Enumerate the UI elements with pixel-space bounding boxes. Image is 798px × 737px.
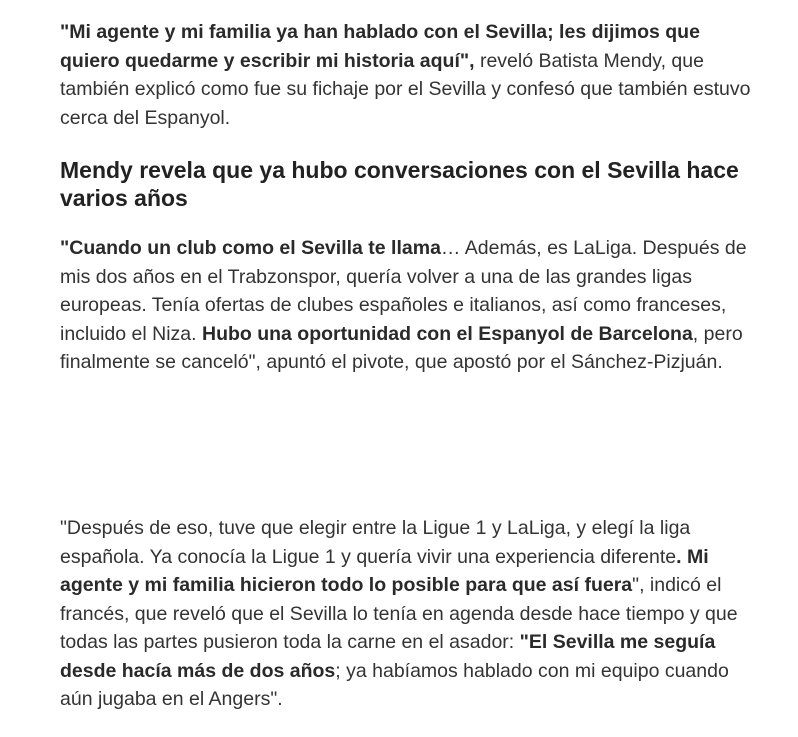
quote-bold: "El Sevilla me seguía desde hacía más de dos años [60, 631, 716, 682]
paragraph-text: … Además, es LaLiga. Después de mis dos años en el Trabzonspor, quería volver a una de las grandes ligas europeas. Tenía ofertas de clubes españoles e italianos, así como franceses, incluido el Niza. [60, 237, 747, 345]
paragraph-text: reveló Batista Mendy, que también explicó como fue su fichaje por el Sevilla y confesó que también estuvo cerca del Espanyol. [60, 49, 751, 129]
quote-bold: "Mi agente y mi familia ya han hablado con el Sevilla; les dijimos que quiero quedarme y escribir mi historia aquí", [60, 21, 700, 72]
highlight-bold: . Mi agente y mi familia hicieron todo lo posible para que así fuera [60, 545, 709, 596]
paragraph-quote-offers [60, 234, 760, 377]
paragraph-text: , pero finalmente se canceló", apuntó el pivote, que apostó por el Sánchez-Pizjuán. [60, 322, 743, 373]
highlight-bold: Hubo una oportunidad con el Espanyol de Barcelona [201, 322, 693, 345]
paragraph-quote-ligue [60, 514, 760, 714]
section-heading: Mendy revela que ya hubo conversaciones con el Sevilla hace varios años [60, 157, 739, 211]
paragraph-intro [60, 18, 760, 132]
paragraph-text: "Después de eso, tuve que elegir entre la Ligue 1 y LaLiga, y elegí la liga española. Ya conocía la Ligue 1 y quería vivir una experiencia diferente [60, 517, 691, 568]
quote-bold: "Cuando un club como el Sevilla te llama [60, 237, 441, 259]
paragraph-text: ", indicó el francés, que reveló que el Sevilla lo tenía en agenda desde hace tiempo y que todas las partes pusieron toda la carne en el asador: [60, 574, 738, 653]
paragraph-text: ; ya habíamos hablado con mi equipo cuando aún jugaba en el Angers". [60, 659, 729, 710]
